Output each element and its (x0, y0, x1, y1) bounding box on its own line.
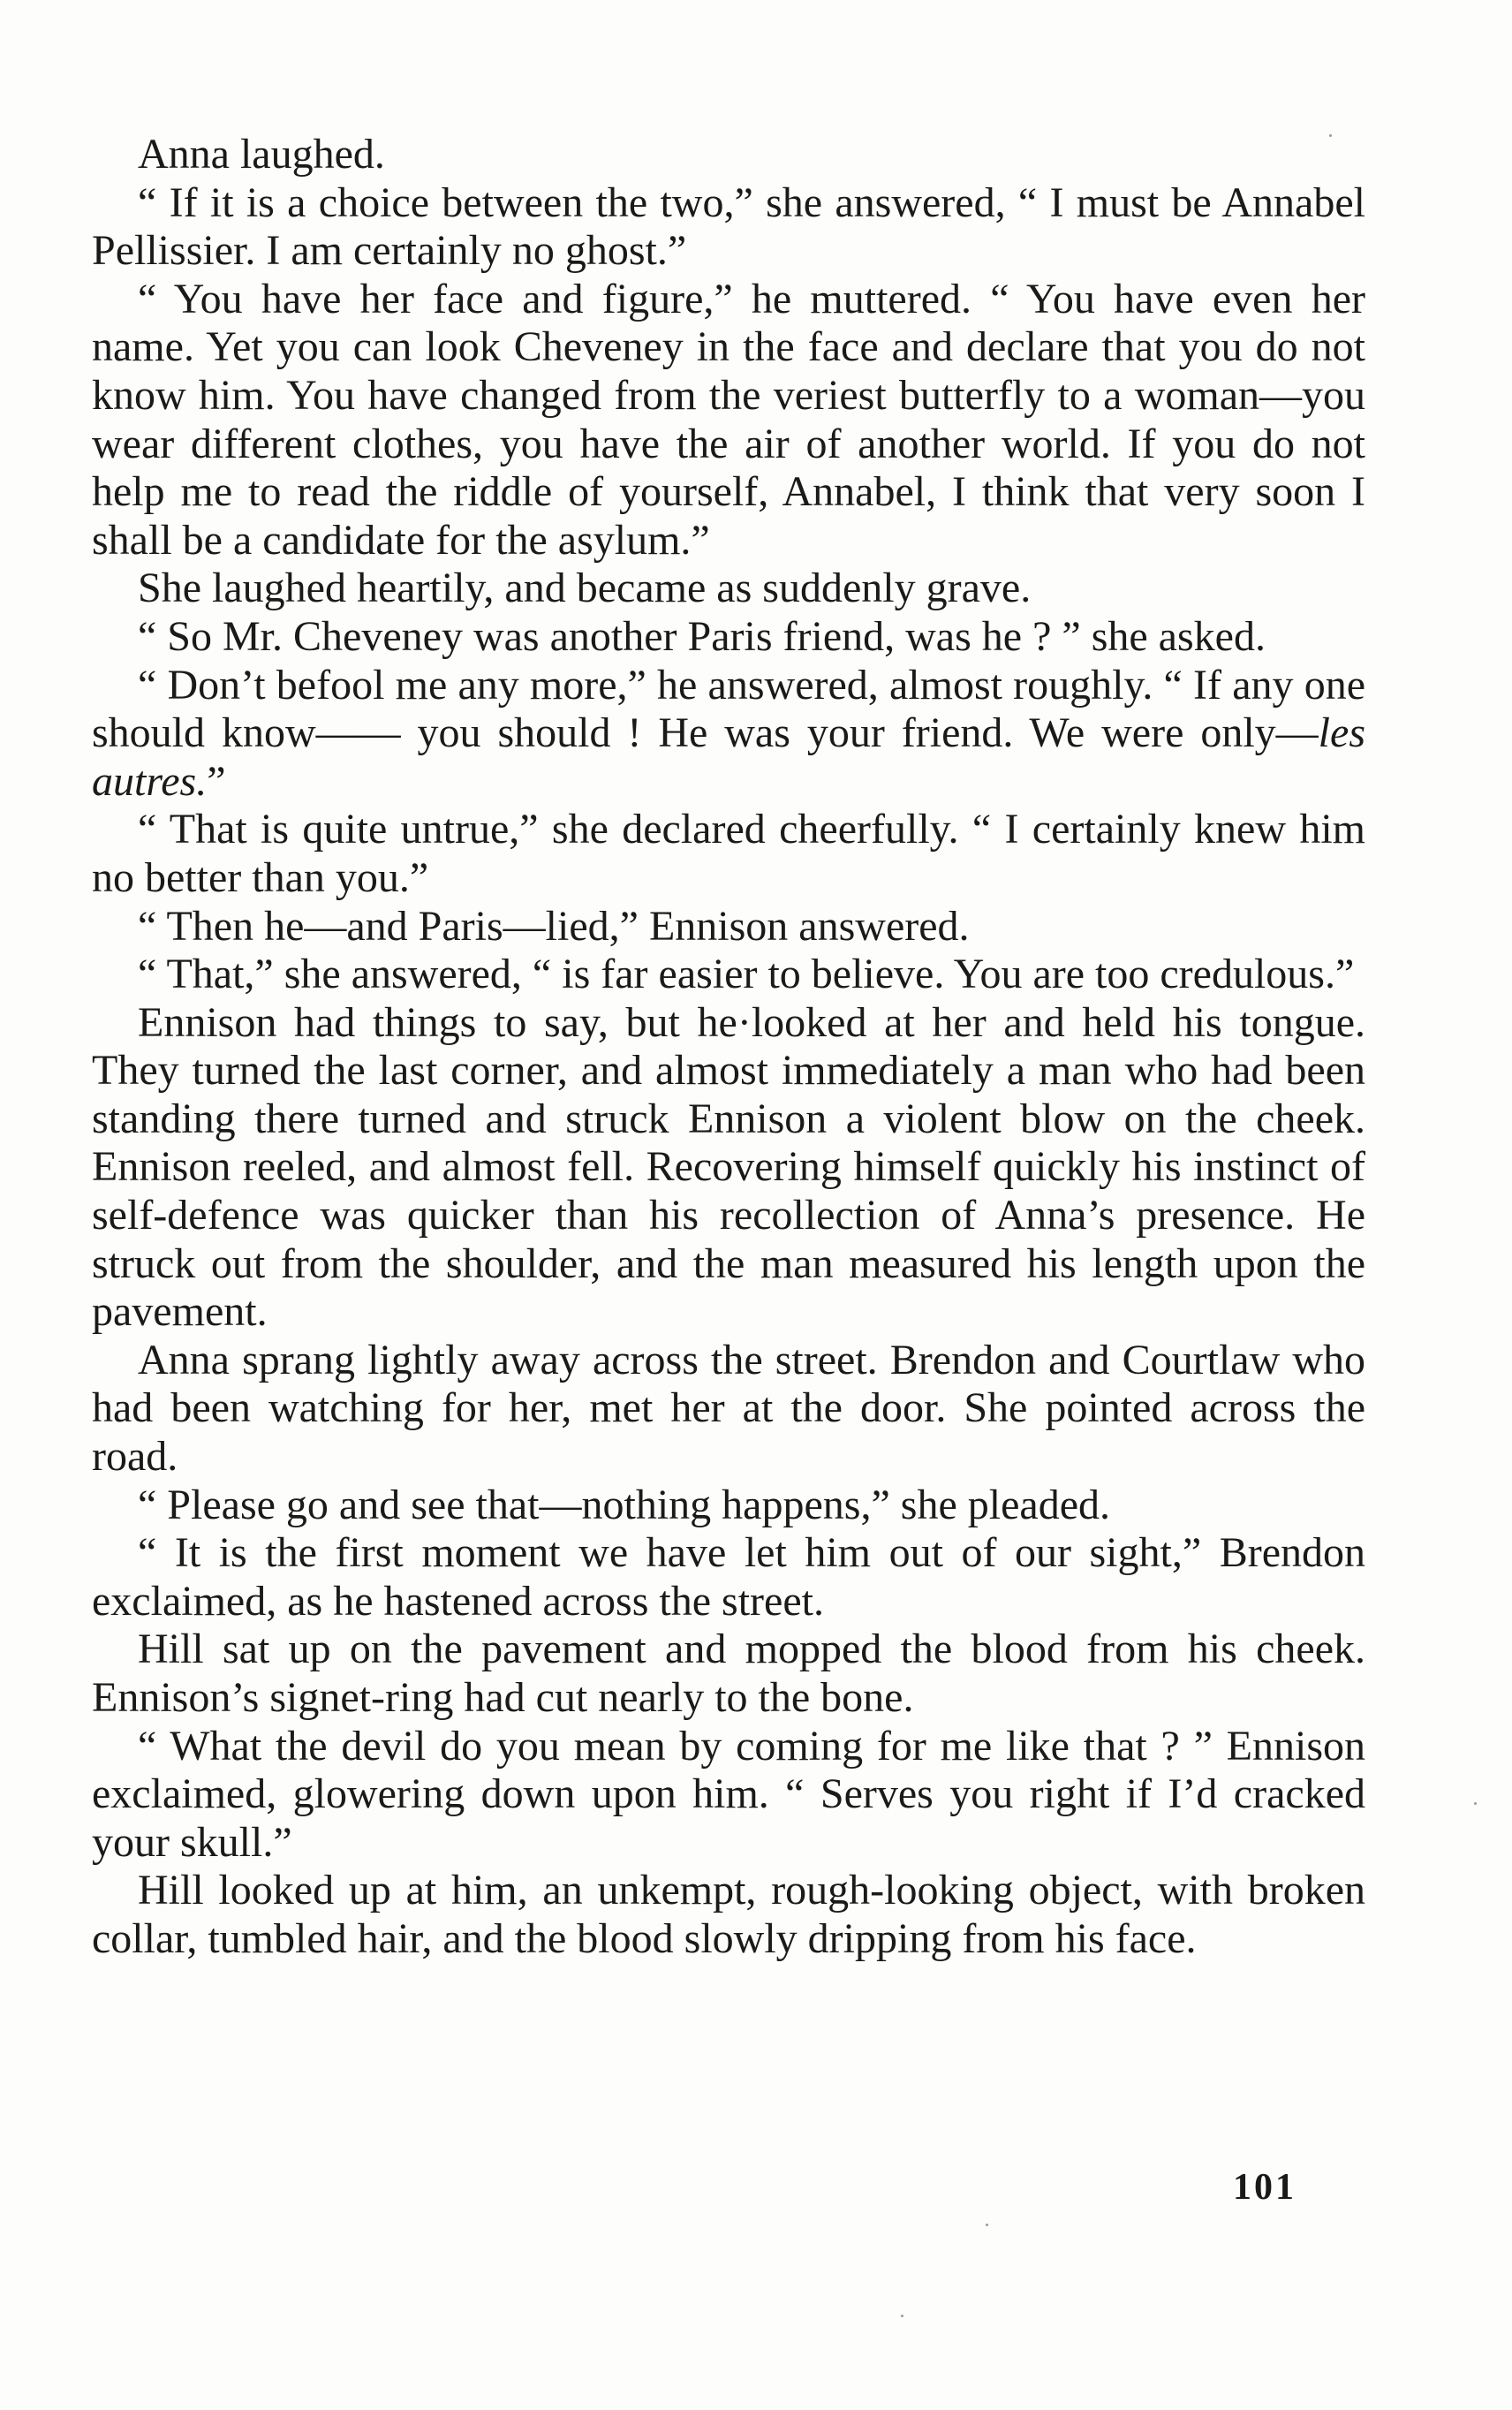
paragraph: Hill looked up at him, an unkempt, rough-looking object, with broken collar, tumbled hair, and the blood slowly dripping from his face. (92, 1867, 1365, 1962)
italic-phrase: les autres. (92, 709, 1365, 805)
paragraph: Anna laughed. (138, 131, 385, 178)
paragraph: “ Please go and see that—nothing happens,” she pleaded. (138, 1481, 1110, 1528)
paragraph: Hill sat up on the pavement and mopped the blood from his cheek. Ennison’s signet-ring had cut nearly to the bone. (92, 1626, 1365, 1721)
paragraph: “ If it is a choice between the two,” she answered, “ I must be Annabel Pellissier. I am certainly no ghost.” (92, 178, 1365, 275)
paper-speck (901, 2315, 903, 2317)
paragraph: “ What the devil do you mean by coming for me like that ? ” Ennison exclaimed, glowering down upon him. “ Serves you right if I’d cracked your skull.” (92, 1722, 1365, 1866)
paper-speck (1329, 134, 1332, 137)
paragraph-text: “ Don’t befool me any more,” he answered, almost roughly. “ If any one should know—— you should ! He was your friend. We were only— (92, 661, 1365, 757)
body-text (92, 131, 1365, 1964)
paragraph (92, 662, 1365, 807)
page-number: 101 (1233, 2167, 1297, 2208)
paragraph-text: ” (207, 757, 226, 805)
paragraph: “ So Mr. Cheveney was another Paris friend, was he ? ” she asked. (138, 612, 1266, 660)
paragraph: She laughed heartily, and became as suddenly grave. (138, 565, 1032, 612)
paper-speck (1474, 1802, 1477, 1805)
paragraph: Anna sprang lightly away across the street. Brendon and Courtlaw who had been watching for her, met her at the door. She pointed across the road. (92, 1336, 1365, 1481)
paragraph: “ Then he—and Paris—lied,” Ennison answered. (138, 902, 970, 950)
paragraph: “ That is quite untrue,” she declared cheerfully. “ I certainly knew him no better than you.” (92, 806, 1365, 901)
paragraph: “ You have her face and figure,” he muttered. “ You have even her name. Yet you can look Cheveney in the face and declare that you do not know him. You have changed from the veriest butterfly to a woman—you wear different clothes, you have the air of another world. If you do not help me to read the riddle of yourself, Annabel, I think that very soon I shall be a candidate for the asylum.” (92, 275, 1365, 564)
paper-speck (986, 2224, 988, 2226)
paragraph: “ That,” she answered, “ is far easier to believe. You are too credulous.” (138, 951, 1355, 998)
paragraph: Ennison had things to say, but he·looked at her and held his tongue. They turned the last corner, and almost immediately a man who had been standing there turned and struck Ennison a violent blow on the cheek. Ennison reeled, and almost fell. Recovering himself quickly his instinct of self-defence was quicker than his recollection of Anna’s presence. He struck out from the shoulder, and the man measured his length upon the pavement. (92, 998, 1365, 1336)
paragraph: “ It is the first moment we have let him out of our sight,” Brendon exclaimed, as he hastened across the street. (92, 1529, 1365, 1625)
